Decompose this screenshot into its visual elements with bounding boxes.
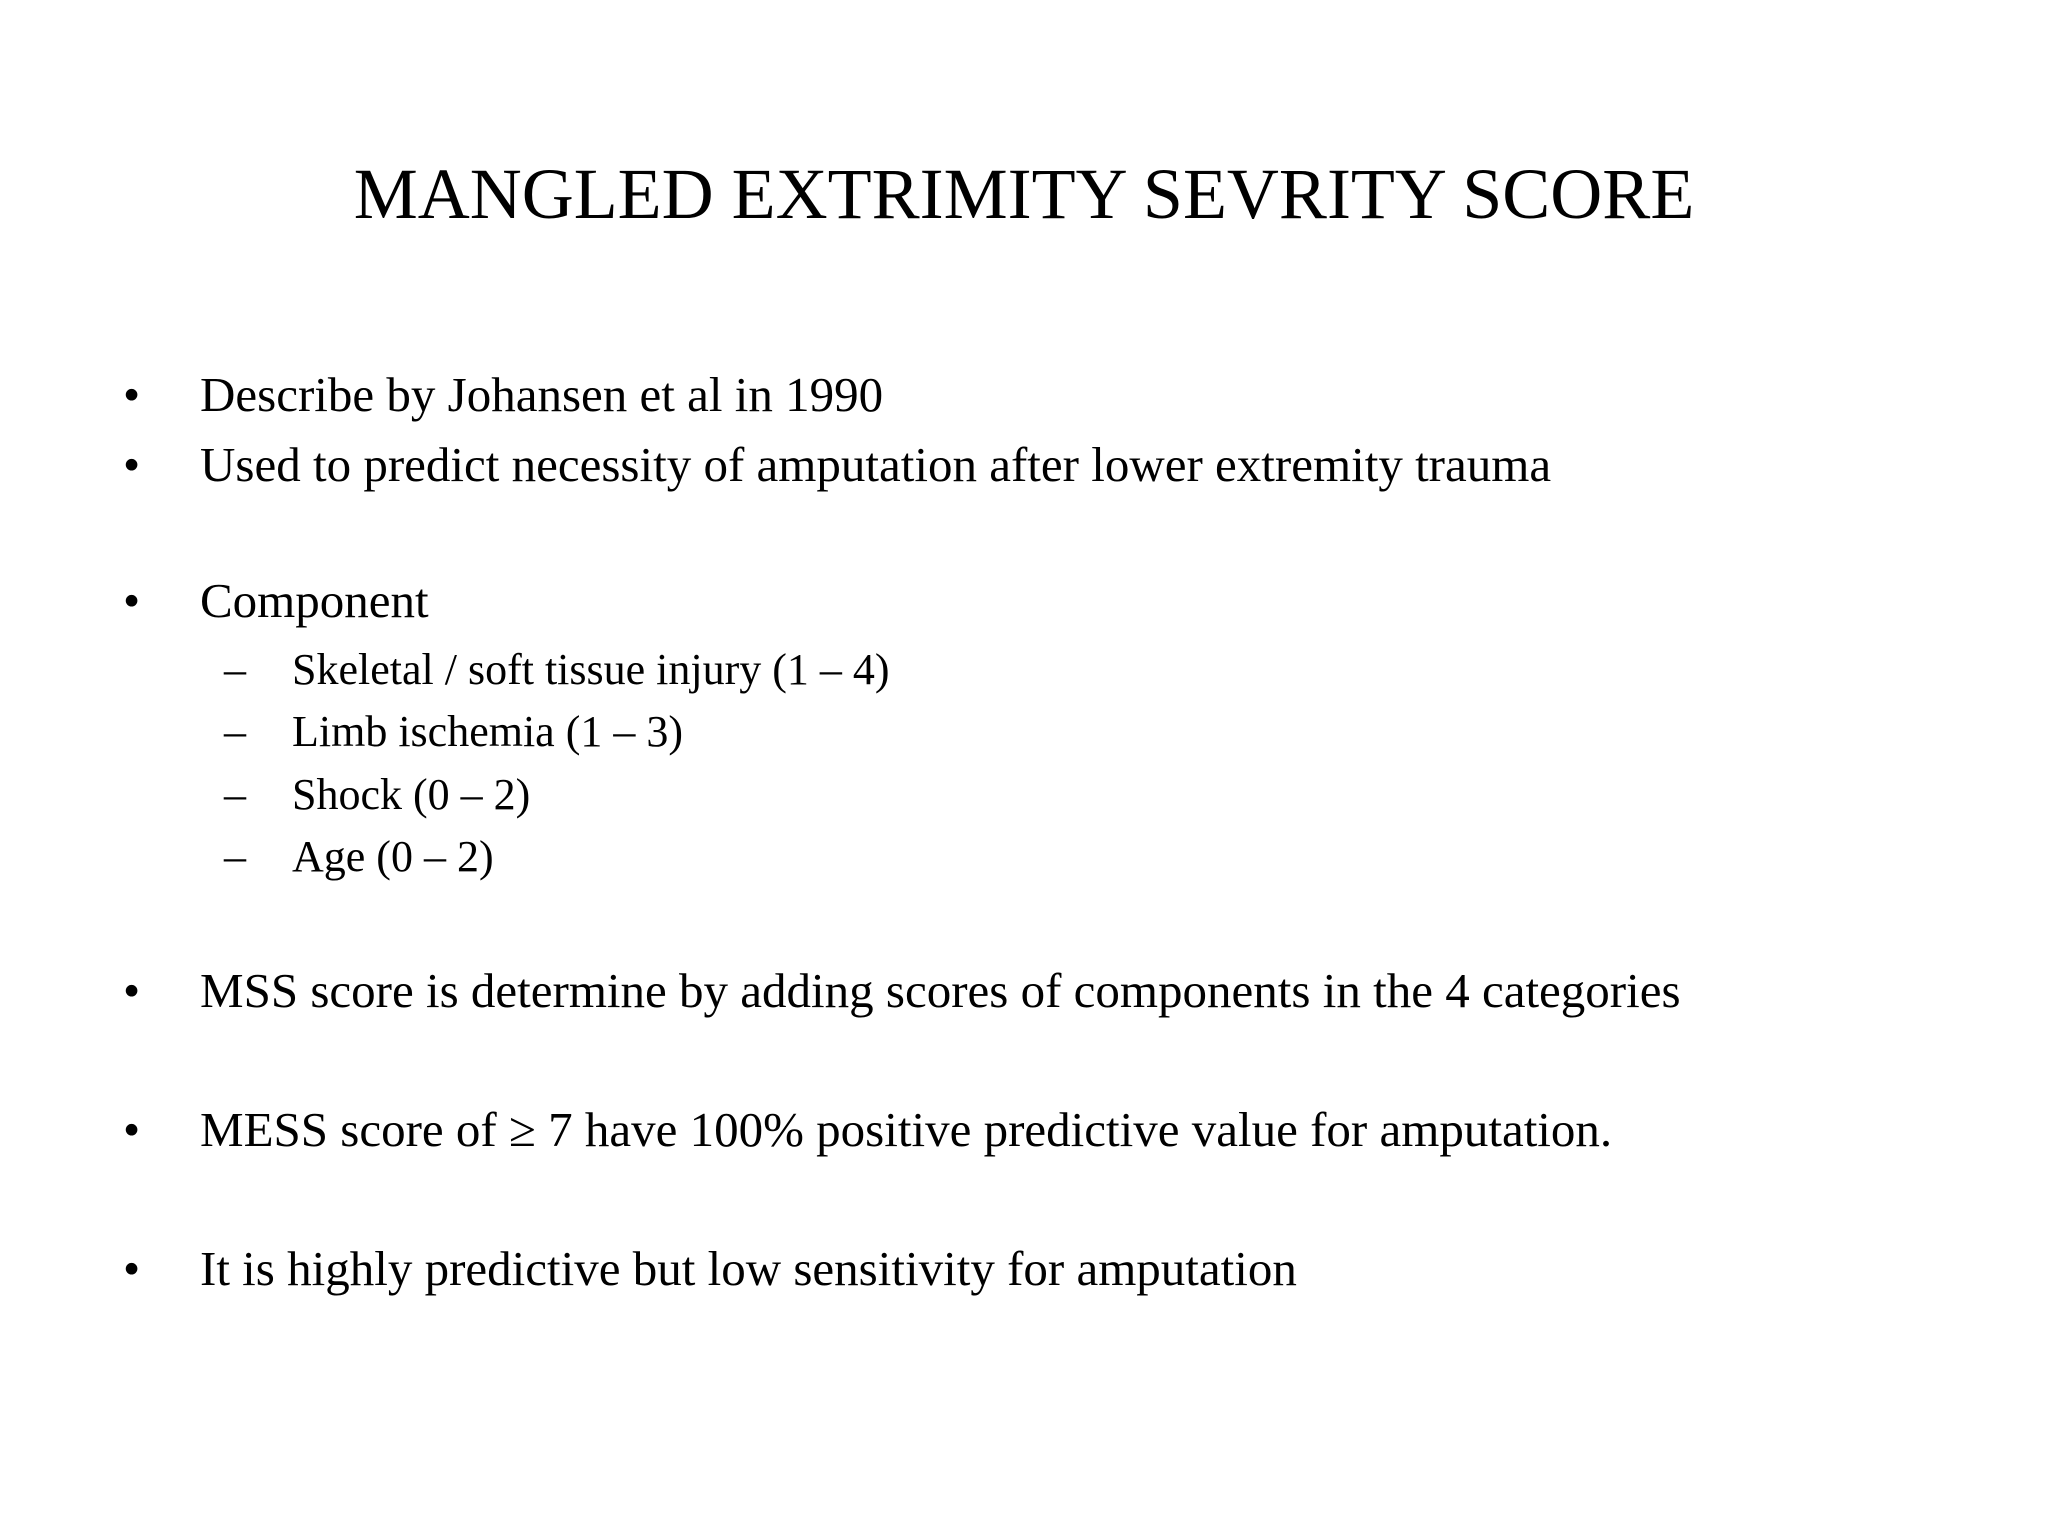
bullet-text: MESS score of ≥ 7 have 100% positive predictive value for amputation. (200, 1102, 1613, 1157)
bullet-text: Used to predict necessity of amputation after lower extremity trauma (200, 437, 1552, 492)
bullet-icon: • (123, 367, 141, 422)
bullet-icon: • (123, 1102, 141, 1157)
bullet-icon: • (123, 573, 141, 628)
dash-icon: – (224, 832, 246, 881)
bullet-icon: • (123, 437, 141, 492)
bullet-icon: • (123, 963, 141, 1018)
sub-bullet-text: Skeletal / soft tissue injury (1 – 4) (292, 645, 890, 694)
sub-bullet-text: Age (0 – 2) (292, 832, 494, 881)
dash-icon: – (224, 707, 246, 756)
dash-icon: – (224, 645, 246, 694)
sub-bullet-text: Limb ischemia (1 – 3) (292, 707, 684, 756)
bullet-text: Component (200, 573, 429, 628)
slide-title: MANGLED EXTRIMITY SEVRITY SCORE (353, 154, 1695, 234)
bullet-text: MSS score is determine by adding scores of components in the 4 categories (200, 963, 1681, 1018)
bullet-icon: • (123, 1241, 141, 1296)
bullet-text: Describe by Johansen et al in 1990 (200, 367, 884, 422)
sub-bullet-text: Shock (0 – 2) (292, 770, 531, 819)
bullet-text: It is highly predictive but low sensitivity for amputation (200, 1241, 1297, 1296)
dash-icon: – (224, 770, 246, 819)
